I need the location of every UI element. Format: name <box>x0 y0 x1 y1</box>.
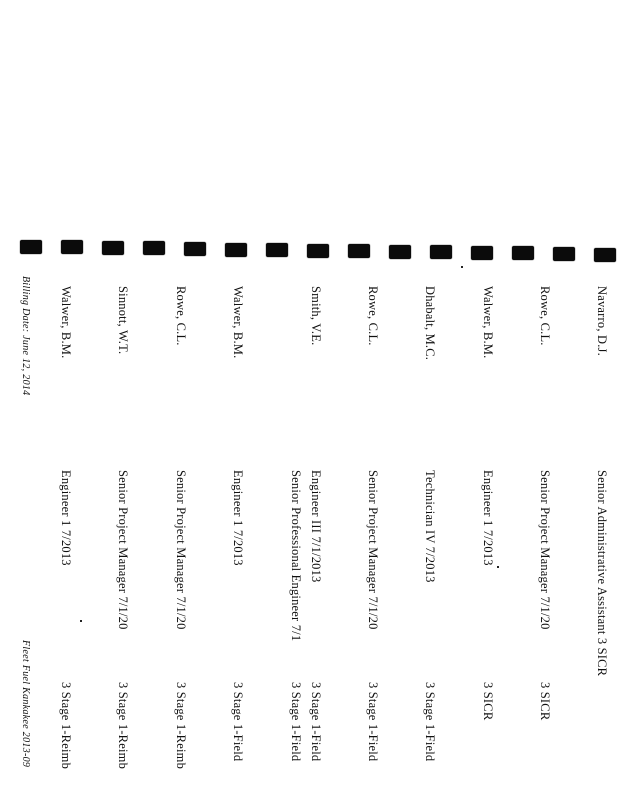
redaction-mark <box>143 241 165 255</box>
employee-title: Engineer 1 7/2013 <box>481 470 495 566</box>
redaction-mark <box>184 242 206 256</box>
billing-stage: 3 SICR <box>481 682 495 721</box>
redaction-mark <box>266 243 288 257</box>
redaction-mark <box>553 247 575 261</box>
redaction-mark <box>61 240 83 254</box>
scan-speck <box>497 566 499 568</box>
billing-stage: 3 Stage 1-Field <box>309 682 323 762</box>
redaction-mark <box>20 240 42 254</box>
employee-name: Rowe, C.L. <box>538 286 552 346</box>
billing-stage: 3 Stage 1-Field <box>231 682 245 762</box>
billing-stage: 3 Stage 1-Reimb <box>59 682 73 770</box>
billing-stage: 3 Stage 1-Field <box>289 682 303 762</box>
billing-date: Billing Date: June 12, 2014 <box>20 276 31 396</box>
employee-title: Engineer 1 7/2013 <box>59 470 73 566</box>
employee-name: Dhabalt, M.C. <box>423 286 437 361</box>
redaction-mark <box>225 243 247 257</box>
employee-title: Engineer III 7/1/2013 <box>309 470 323 583</box>
scan-speck <box>461 266 463 268</box>
employee-title: Senior Administrative Assistant 3 SICR <box>595 470 609 677</box>
employee-title: Senior Project Manager 7/1/20 <box>538 470 552 630</box>
employee-name: Rowe, C.L. <box>174 286 188 346</box>
redaction-mark <box>102 241 124 255</box>
employee-title: Senior Project Manager 7/1/20 <box>116 470 130 630</box>
employee-name: Navarro, D.J. <box>595 286 609 356</box>
billing-stage: 3 Stage 1-Reimb <box>174 682 188 770</box>
redaction-mark <box>389 245 411 259</box>
redaction-mark <box>348 244 370 258</box>
billing-stage: 3 Stage 1-Reimb <box>116 682 130 770</box>
billing-stage: 3 Stage 1-Field <box>423 682 437 762</box>
employee-name: Smith, V.E. <box>309 286 323 346</box>
scan-speck <box>80 620 82 622</box>
redaction-mark <box>471 246 493 260</box>
project-name: Fleet Fuel Kankakee 2013-09 <box>20 640 31 768</box>
employee-name: Walwer, B.M. <box>481 286 495 359</box>
employee-title: Senior Project Manager 7/1/20 <box>174 470 188 630</box>
billing-stage: 3 Stage 1-Field <box>366 682 380 762</box>
billing-stage: 3 SICR <box>538 682 552 721</box>
employee-title: Technician IV 7/2013 <box>423 470 437 583</box>
employee-title: Senior Project Manager 7/1/20 <box>366 470 380 630</box>
employee-name: Walwer, B.M. <box>231 286 245 359</box>
employee-title: Engineer 1 7/2013 <box>231 470 245 566</box>
redaction-mark <box>430 245 452 259</box>
redaction-mark <box>594 248 616 262</box>
employee-title: Senior Professional Engineer 7/1 <box>289 470 303 642</box>
redaction-mark <box>307 244 329 258</box>
employee-name: Rowe, C.L. <box>366 286 380 346</box>
employee-name: Walwer, B.M. <box>59 286 73 359</box>
employee-name: Sinnott, W.T. <box>116 286 130 355</box>
redaction-mark <box>512 246 534 260</box>
